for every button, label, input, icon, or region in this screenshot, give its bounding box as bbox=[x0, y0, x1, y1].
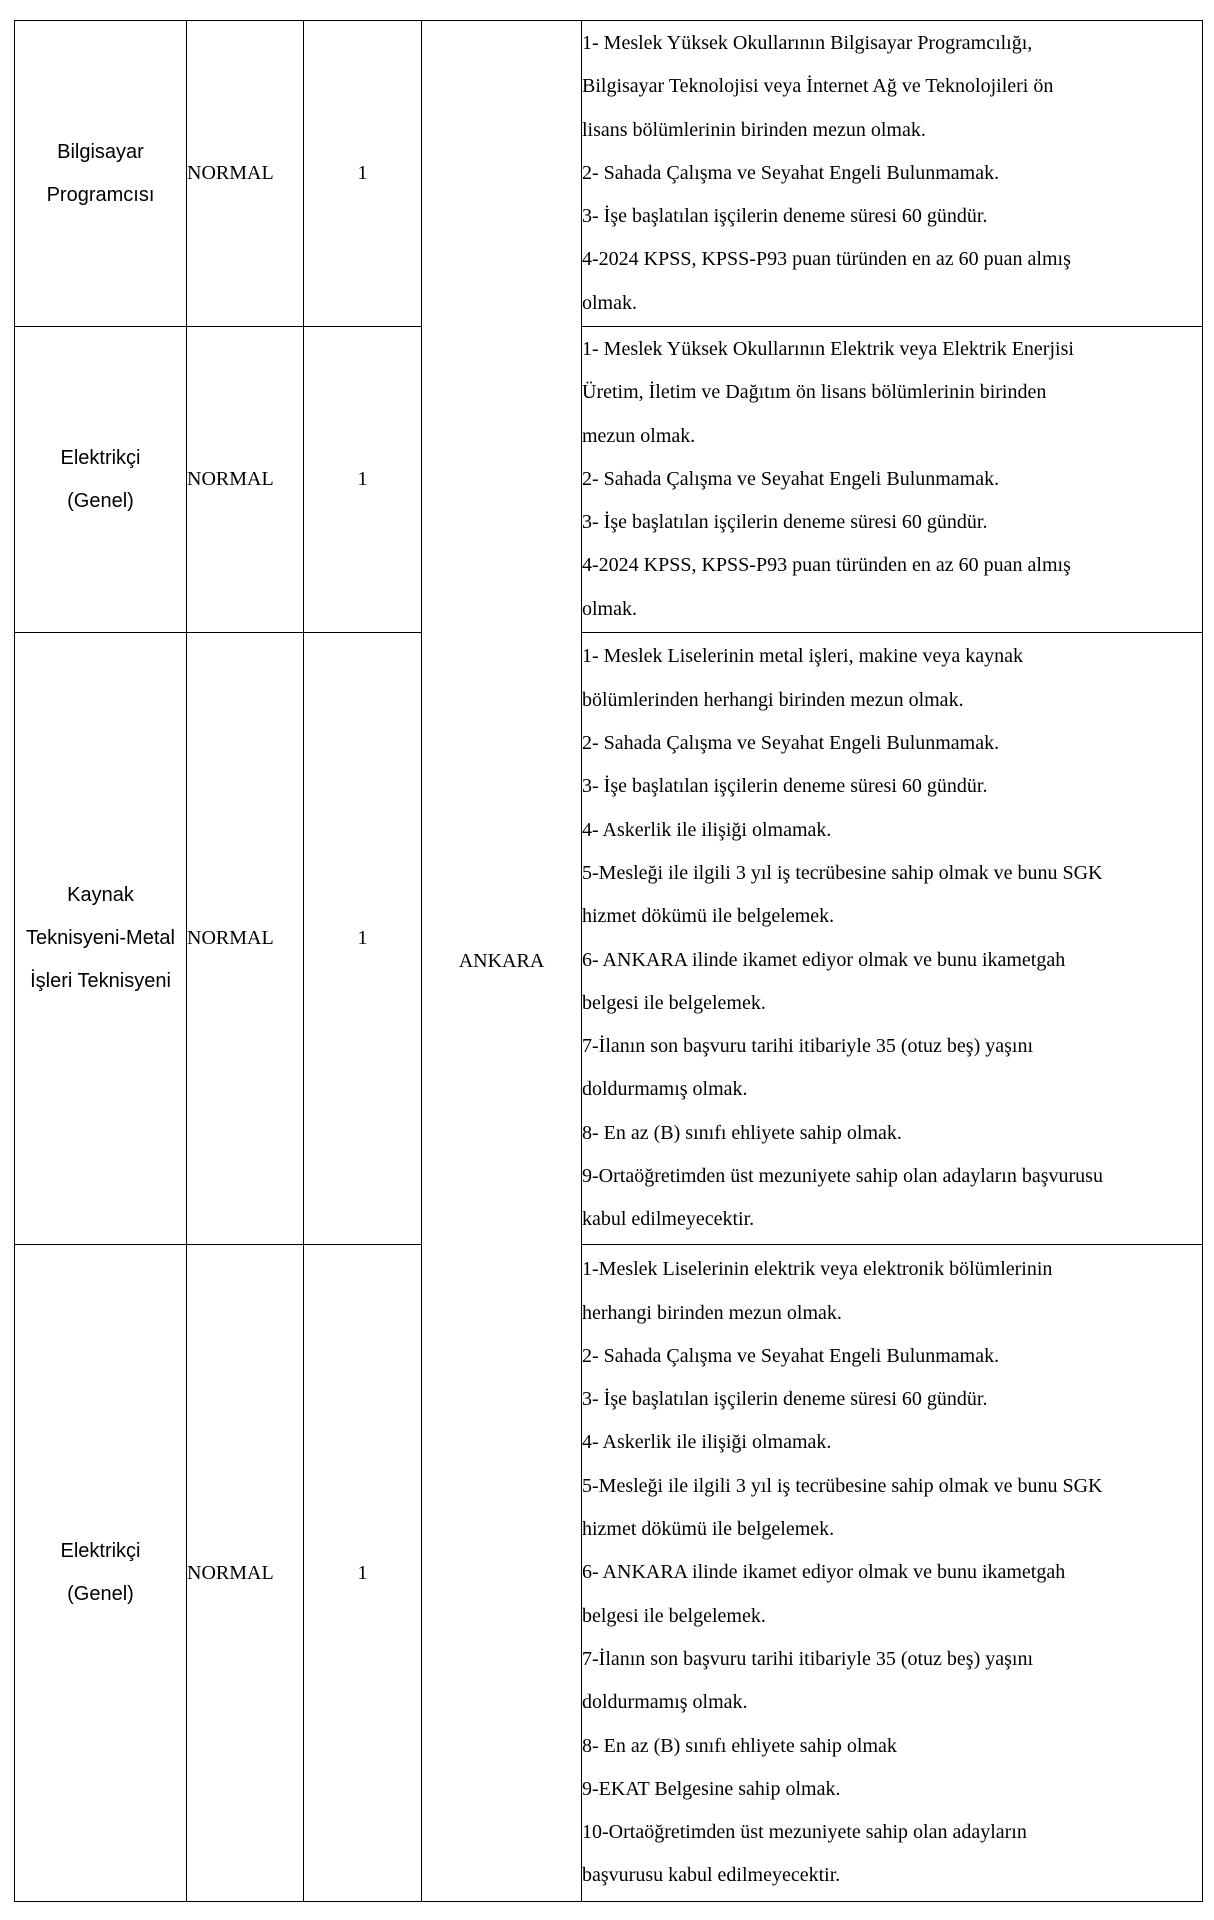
position-title bbox=[15, 1245, 187, 1902]
location-cell: ANKARA bbox=[422, 21, 582, 1902]
requirement-line: 3- İşe başlatılan işçilerin deneme süresi 60 gündür. bbox=[582, 205, 988, 228]
requirement-line: Üretim, İletim ve Dağıtım ön lisans bölümlerinin birinden bbox=[582, 381, 1047, 404]
requirement-line: 7-İlanın son başvuru tarihi itibariyle 35 (otuz beş) yaşını bbox=[582, 1035, 1034, 1058]
job-listing-table bbox=[14, 20, 1203, 1902]
requirement-line: 8- En az (B) sınıfı ehliyete sahip olmak. bbox=[582, 1121, 902, 1144]
requirement-line: 6- ANKARA ilinde ikamet ediyor olmak ve bunu ikametgah bbox=[582, 1561, 1066, 1584]
position-count: 1 bbox=[304, 633, 422, 1245]
requirement-line: 3- İşe başlatılan işçilerin deneme süresi 60 gündür. bbox=[582, 511, 988, 534]
requirement-line: doldurmamış olmak. bbox=[582, 1078, 748, 1101]
position-title bbox=[15, 327, 187, 633]
requirement-line: 2- Sahada Çalışma ve Seyahat Engeli Bulunmamak. bbox=[582, 467, 1000, 490]
employment-type: NORMAL bbox=[187, 327, 304, 633]
requirement-line: doldurmamış olmak. bbox=[582, 1691, 748, 1714]
employment-type: NORMAL bbox=[187, 1245, 304, 1902]
requirement-line: Bilgisayar Teknolojisi veya İnternet Ağ ve Teknolojileri ön bbox=[582, 75, 1054, 98]
requirement-line: 2- Sahada Çalışma ve Seyahat Engeli Bulunmamak. bbox=[582, 732, 1000, 755]
requirement-line: mezun olmak. bbox=[582, 424, 696, 447]
requirement-line: 2- Sahada Çalışma ve Seyahat Engeli Bulunmamak. bbox=[582, 1344, 1000, 1367]
requirement-line: hizmet dökümü ile belgelemek. bbox=[582, 1518, 835, 1541]
table-row bbox=[15, 633, 1203, 1245]
position-title-line: (Genel) bbox=[67, 1583, 134, 1605]
requirement-line: belgesi ile belgelemek. bbox=[582, 1604, 766, 1627]
requirement-line: kabul edilmeyecektir. bbox=[582, 1208, 755, 1231]
position-title-line: Kaynak bbox=[67, 884, 134, 906]
position-title bbox=[15, 633, 187, 1245]
requirement-line: lisans bölümlerinin birinden mezun olmak. bbox=[582, 118, 926, 141]
position-title-line: Elektrikçi bbox=[60, 446, 141, 469]
table-row bbox=[15, 327, 1203, 633]
requirement-line: herhangi birinden mezun olmak. bbox=[582, 1301, 842, 1324]
position-title-line: İşleri Teknisyeni bbox=[30, 970, 171, 992]
requirements-cell bbox=[582, 1245, 1203, 1902]
requirements-cell bbox=[582, 327, 1203, 633]
position-count: 1 bbox=[304, 1245, 422, 1902]
requirement-line: 1- Meslek Liselerinin metal işleri, makine veya kaynak bbox=[582, 645, 1023, 668]
requirement-line: 10-Ortaöğretimden üst mezuniyete sahip olan adayların bbox=[582, 1821, 1027, 1844]
requirement-line: 9-Ortaöğretimden üst mezuniyete sahip olan adayların başvurusu bbox=[582, 1164, 1103, 1187]
position-count: 1 bbox=[304, 21, 422, 327]
requirement-line: 1- Meslek Yüksek Okullarının Elektrik veya Elektrik Enerjisi bbox=[582, 337, 1074, 360]
requirement-line: 9-EKAT Belgesine sahip olmak. bbox=[582, 1777, 841, 1800]
position-title-line: (Genel) bbox=[67, 489, 134, 512]
requirement-line: 8- En az (B) sınıfı ehliyete sahip olmak bbox=[582, 1734, 897, 1757]
requirement-line: belgesi ile belgelemek. bbox=[582, 991, 766, 1014]
requirement-line: 3- İşe başlatılan işçilerin deneme süresi 60 gündür. bbox=[582, 1388, 988, 1411]
table-row bbox=[15, 21, 1203, 327]
requirement-line: 4-2024 KPSS, KPSS-P93 puan türünden en az 60 puan almış bbox=[582, 554, 1071, 577]
requirement-line: 1-Meslek Liselerinin elektrik veya elektronik bölümlerinin bbox=[582, 1258, 1053, 1281]
requirement-line: 4- Askerlik ile ilişiği olmamak. bbox=[582, 818, 832, 841]
requirement-line: bölümlerinden herhangi birinden mezun olmak. bbox=[582, 688, 964, 711]
requirements-cell bbox=[582, 21, 1203, 327]
requirement-line: 6- ANKARA ilinde ikamet ediyor olmak ve bunu ikametgah bbox=[582, 948, 1066, 971]
table-row bbox=[15, 1245, 1203, 1902]
position-title-line: Bilgisayar bbox=[57, 140, 144, 163]
requirement-line: 3- İşe başlatılan işçilerin deneme süresi 60 gündür. bbox=[582, 775, 988, 798]
requirement-line: 5-Mesleği ile ilgili 3 yıl iş tecrübesine sahip olmak ve bunu SGK bbox=[582, 861, 1103, 884]
position-title-line: Programcısı bbox=[46, 183, 155, 206]
position-title-line: Teknisyeni-Metal bbox=[26, 927, 175, 949]
requirement-line: 5-Mesleği ile ilgili 3 yıl iş tecrübesine sahip olmak ve bunu SGK bbox=[582, 1474, 1103, 1497]
requirement-line: olmak. bbox=[582, 597, 637, 620]
position-count: 1 bbox=[304, 327, 422, 633]
requirement-line: olmak. bbox=[582, 291, 637, 314]
requirement-line: başvurusu kabul edilmeyecektir. bbox=[582, 1864, 841, 1887]
requirements-cell bbox=[582, 633, 1203, 1245]
employment-type: NORMAL bbox=[187, 633, 304, 1245]
requirement-line: 7-İlanın son başvuru tarihi itibariyle 35 (otuz beş) yaşını bbox=[582, 1647, 1034, 1670]
requirement-line: 2- Sahada Çalışma ve Seyahat Engeli Bulunmamak. bbox=[582, 161, 1000, 184]
requirement-line: 1- Meslek Yüksek Okullarının Bilgisayar Programcılığı, bbox=[582, 31, 1033, 54]
employment-type: NORMAL bbox=[187, 21, 304, 327]
requirement-line: 4-2024 KPSS, KPSS-P93 puan türünden en az 60 puan almış bbox=[582, 248, 1071, 271]
position-title-line: Elektrikçi bbox=[60, 1540, 141, 1562]
requirement-line: 4- Askerlik ile ilişiği olmamak. bbox=[582, 1431, 832, 1454]
position-title bbox=[15, 21, 187, 327]
requirement-line: hizmet dökümü ile belgelemek. bbox=[582, 905, 835, 928]
